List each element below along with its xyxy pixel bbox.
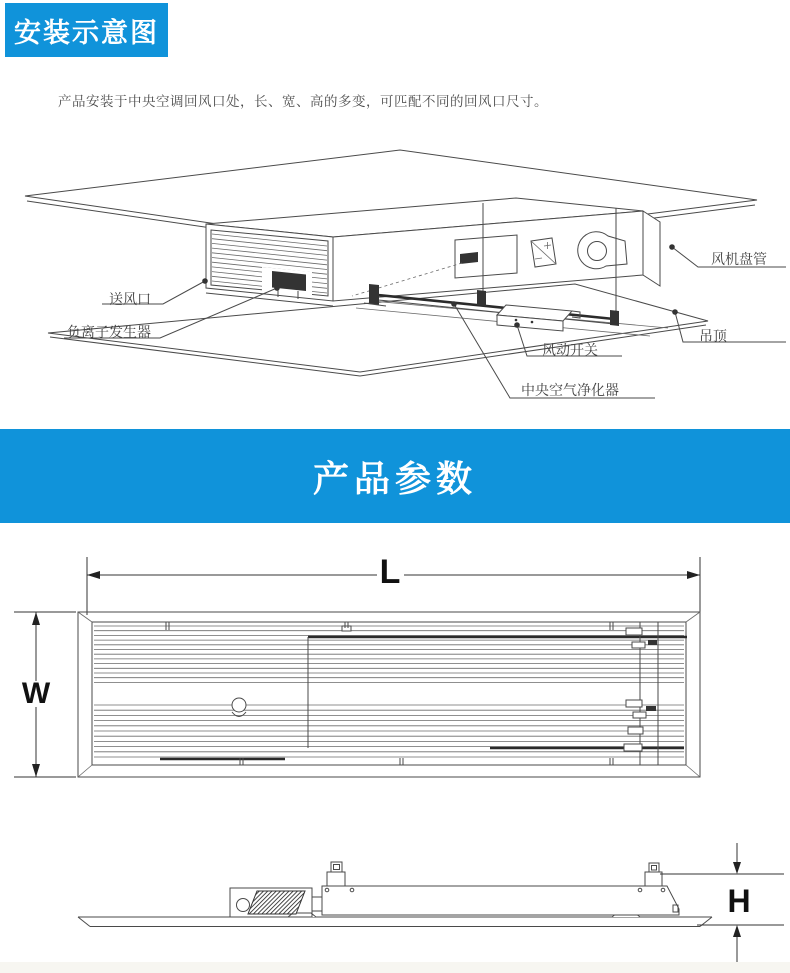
supply-grille [206,224,333,306]
install-section-title: 安装示意图 [14,17,159,48]
dim-label-W: W [21,677,51,710]
purifier-body-side [322,886,679,915]
install-description: 产品安装于中央空调回风口处，长、宽、高的多变，可匹配不同的回风口尺寸。 [58,94,548,109]
callout-supply-vent: 送风口 [109,291,151,307]
callout-ceiling: 吊顶 [699,328,727,344]
dimension-height [660,843,784,968]
installation-diagram [0,130,790,420]
params-section-title: 产品参数 [312,457,477,499]
footer-strip [0,962,790,973]
callout-air-switch: 风动开关 [542,342,598,358]
side-view-drawing [0,800,790,973]
grille-top-view [78,612,700,777]
top-view-drawing [0,540,790,800]
air-switch-box [497,305,580,331]
callout-ion-generator: 负离子发生器 [67,324,151,340]
mounting-clips [327,862,662,886]
dim-label-L: L [379,553,401,591]
params-section-banner [0,429,790,523]
install-section-badge [5,3,168,57]
callout-fan-coil: 风机盘管 [711,251,767,267]
callout-central-purifier: 中央空气净化器 [521,382,619,398]
dimension-width [14,612,76,777]
dimension-length [87,553,700,615]
dim-label-H: H [727,883,751,919]
